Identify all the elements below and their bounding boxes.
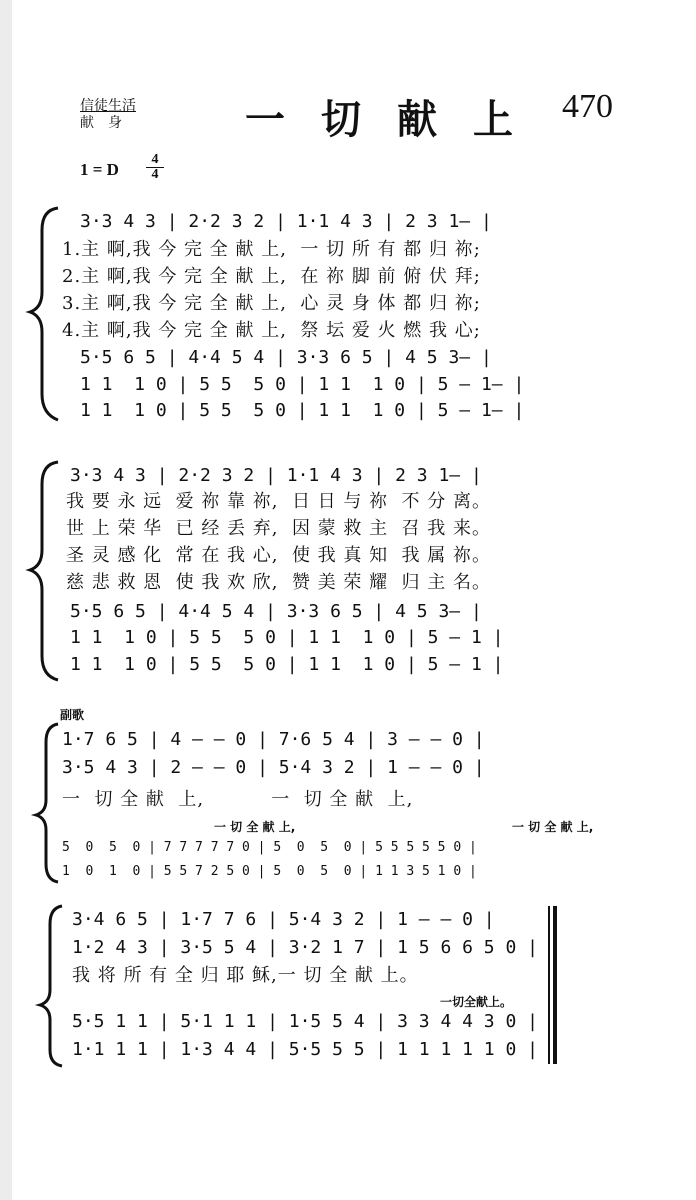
system2-alto: 5·5 6 5 | 4·4 5 4 | 3·3 6 5 | 4 5 3– | [70,601,482,622]
key-signature: 1 = D [80,160,119,179]
system3-cue-2: 一 切 全 献 上, [512,820,594,834]
hymn-title: 一切献上 [245,96,549,143]
subcategory-label: 献身 [80,115,136,131]
system2-verse-1: 我 要 永 远 爱 祢 靠 祢, 日 日 与 祢 不 分 离。 [66,491,491,512]
system1-brace [30,208,58,420]
system3-lyrics: 一 切 全 献 上, 一 切 全 献 上, [62,789,414,810]
system1-alto: 5·5 6 5 | 4·4 5 4 | 3·3 6 5 | 4 5 3– | [80,347,492,368]
system1-verse-3: 3.主 啊,我 今 完 全 献 上, 心 灵 身 体 都 归 祢; [62,293,481,314]
system4-brace [40,906,62,1066]
system1-melody: 3·3 4 3 | 2·2 3 2 | 1·1 4 3 | 2 3 1– | [80,211,492,232]
system4-bass: 1·1 1 1 | 1·3 4 4 | 5·5 5 5 | 1 1 1 1 1 0 | [72,1039,538,1060]
system4-alto: 1·2 4 3 | 3·5 5 4 | 3·2 1 7 | 1 5 6 6 5 0 | [72,937,538,958]
system4-tenor: 5·5 1 1 | 5·1 1 1 | 1·5 5 4 | 3 3 4 4 3 0 | [72,1011,538,1032]
system2-bass: 1 1 1 0 | 5 5 5 0 | 1 1 1 0 | 5 – 1 | [70,654,504,675]
system1-tenor: 1 1 1 0 | 5 5 5 0 | 1 1 1 0 | 5 – 1– | [80,374,525,395]
final-barline-thin [548,906,550,1064]
system2-verse-4: 慈 悲 救 恩 使 我 欢 欣, 赞 美 荣 耀 归 主 名。 [66,572,491,593]
time-sig-bottom: 4 [151,167,159,182]
system4-melody: 3·4 6 5 | 1·7 7 6 | 5·4 3 2 | 1 – – 0 | [72,909,495,930]
system1-verse-2: 2.主 啊,我 今 完 全 献 上, 在 祢 脚 前 俯 伏 拜; [62,266,481,287]
system2-melody: 3·3 4 3 | 2·2 3 2 | 1·1 4 3 | 2 3 1– | [70,465,482,486]
system3-bass: 1 0 1 0 | 5 5 7 2 5 0 | 5 0 5 0 | 1 1 3 5 1 0 | [62,864,477,879]
system1-verse-4: 4.主 啊,我 今 完 全 献 上, 祭 坛 爱 火 燃 我 心; [62,320,481,341]
final-barline-thick [553,906,557,1064]
time-sig-top: 4 [146,153,164,168]
system2-tenor: 1 1 1 0 | 5 5 5 0 | 1 1 1 0 | 5 – 1 | [70,627,504,648]
system4-cue: 一切全献上。 [440,995,513,1009]
refrain-label: 副歌 [60,708,85,722]
system4-lyrics: 我 将 所 有 全 归 耶 稣,一 切 全 献 上。 [72,965,419,986]
category-label: 信徒生活 [80,98,136,114]
system1-bass: 1 1 1 0 | 5 5 5 0 | 1 1 1 0 | 5 – 1– | [80,400,525,421]
system3-cue-1: 一 切 全 献 上, [214,820,296,834]
system2-verse-3: 圣 灵 感 化 常 在 我 心, 使 我 真 知 我 属 祢。 [66,545,491,566]
system3-tenor: 5 0 5 0 | 7 7 7 7 7 0 | 5 0 5 0 | 5 5 5 5 5 0 | [62,840,477,855]
system3-brace [36,724,58,882]
hymn-number: 470 [562,88,613,125]
system1-verse-1: 1.主 啊,我 今 完 全 献 上, 一 切 所 有 都 归 祢; [62,239,481,260]
system2-verse-2: 世 上 荣 华 已 经 丢 弃, 因 蒙 救 主 召 我 来。 [66,518,491,539]
system3-alto: 3·5 4 3 | 2 – – 0 | 5·4 3 2 | 1 – – 0 | [62,757,485,778]
system2-brace [30,462,58,680]
system3-melody: 1·7 6 5 | 4 – – 0 | 7·6 5 4 | 3 – – 0 | [62,729,485,750]
